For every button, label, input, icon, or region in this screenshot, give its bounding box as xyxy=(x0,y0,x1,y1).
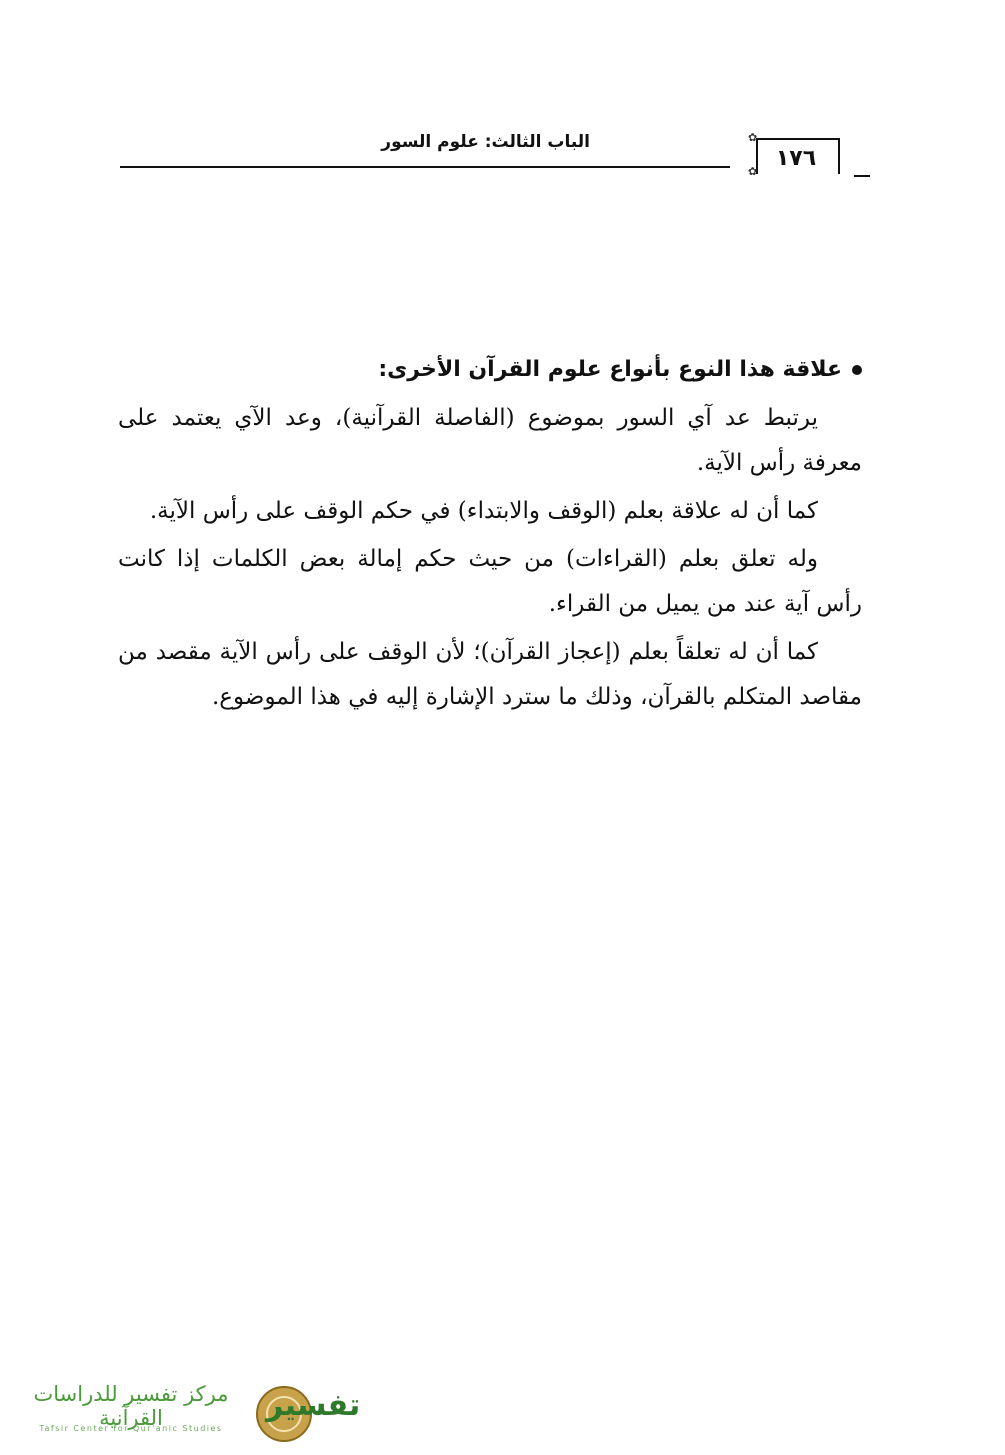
page-number-box xyxy=(748,132,844,176)
logo-mark: تفسير xyxy=(266,1388,361,1423)
paragraph: كما أن له علاقة بعلم (الوقف والابتداء) في حكم الوقف على رأس الآية. xyxy=(149,498,818,524)
ornament-icon: ✿ xyxy=(748,131,758,144)
logo-english-text: Tafsir Center for Qur'anic Studies xyxy=(39,1424,223,1433)
ornament-icon: ✿ xyxy=(748,165,758,178)
bullet-icon xyxy=(852,365,862,375)
section-heading xyxy=(118,350,862,390)
main-content xyxy=(118,350,862,723)
page-number: ١٧٦ xyxy=(775,146,817,171)
footer-logo xyxy=(12,1380,361,1446)
page-header xyxy=(120,128,872,188)
header-rule xyxy=(120,166,730,168)
paragraph: يرتبط عد آي السور بموضوع (الفاصلة القرآنية)، وعد الآي يعتمد على معرفة رأس الآية. xyxy=(118,405,862,476)
section-heading-text: علاقة هذا النوع بأنواع علوم القرآن الأخرى: xyxy=(378,357,842,382)
paragraph: كما أن له تعلقاً بعلم (إعجاز القرآن)؛ لأن الوقف على رأس الآية مقصد من مقاصد المتكلم بالقرآن، وذلك ما سترد الإشارة إليه في هذا الموضوع. xyxy=(118,639,862,710)
chapter-title: الباب الثالث: علوم السور xyxy=(381,132,590,152)
header-tail-rule xyxy=(854,175,870,177)
logo-arabic-text: مركز تفسير للدراسات القرآنية xyxy=(33,1382,229,1430)
paragraph: وله تعلق بعلم (القراءات) من حيث حكم إمالة بعض الكلمات إذا كانت رأس آية عند من يميل من القراء. xyxy=(118,546,862,617)
